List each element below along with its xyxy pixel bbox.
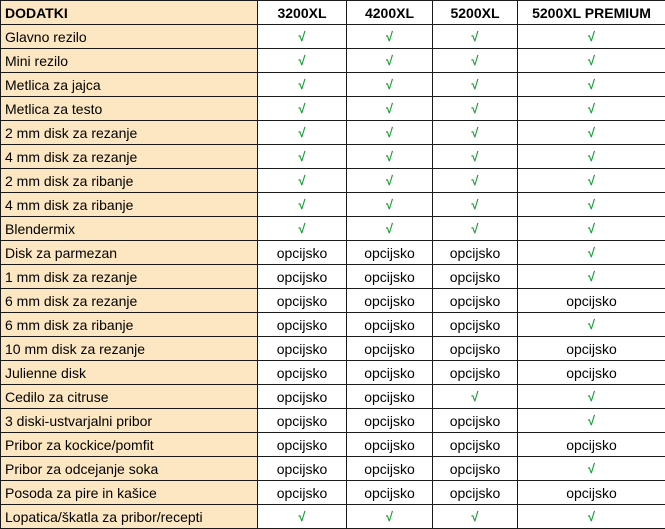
check-icon: √ — [347, 73, 433, 97]
table-row — [1, 265, 665, 289]
check-icon: √ — [347, 217, 433, 241]
table-row — [1, 457, 665, 481]
optional-cell: opcijsko — [518, 433, 665, 457]
check-icon: √ — [433, 49, 518, 73]
optional-cell: opcijsko — [258, 409, 347, 433]
optional-cell: opcijsko — [518, 337, 665, 361]
optional-cell: opcijsko — [347, 385, 433, 409]
check-icon: √ — [258, 121, 347, 145]
accessory-name: Metlica za testo — [1, 97, 258, 121]
table-row — [1, 25, 665, 49]
check-icon: √ — [347, 25, 433, 49]
table-row — [1, 49, 665, 73]
optional-cell: opcijsko — [433, 409, 518, 433]
check-icon: √ — [258, 97, 347, 121]
check-icon: √ — [518, 265, 665, 289]
optional-cell: opcijsko — [258, 337, 347, 361]
optional-cell: opcijsko — [347, 457, 433, 481]
check-icon: √ — [433, 145, 518, 169]
accessory-name: Mini rezilo — [1, 49, 258, 73]
check-icon: √ — [347, 193, 433, 217]
check-icon: √ — [258, 505, 347, 529]
check-icon: √ — [518, 49, 665, 73]
accessory-name: Metlica za jajca — [1, 73, 258, 97]
optional-cell: opcijsko — [258, 361, 347, 385]
table-row — [1, 241, 665, 265]
optional-cell: opcijsko — [258, 265, 347, 289]
header-4200xl: 4200XL — [347, 1, 433, 25]
check-icon: √ — [518, 457, 665, 481]
optional-cell: opcijsko — [433, 265, 518, 289]
table-row — [1, 433, 665, 457]
optional-cell: opcijsko — [347, 433, 433, 457]
table-row — [1, 121, 665, 145]
check-icon: √ — [347, 49, 433, 73]
table-row — [1, 337, 665, 361]
check-icon: √ — [433, 217, 518, 241]
check-icon: √ — [433, 169, 518, 193]
optional-cell: opcijsko — [518, 361, 665, 385]
accessory-name: Lopatica/škatla za pribor/recepti — [1, 505, 258, 529]
check-icon: √ — [347, 97, 433, 121]
header-5200xl: 5200XL — [433, 1, 518, 25]
accessory-name: Pribor za kockice/pomfit — [1, 433, 258, 457]
check-icon: √ — [433, 385, 518, 409]
optional-cell: opcijsko — [433, 313, 518, 337]
optional-cell: opcijsko — [347, 337, 433, 361]
accessory-name: Posoda za pire in kašice — [1, 481, 258, 505]
accessory-name: 10 mm disk za rezanje — [1, 337, 258, 361]
optional-cell: opcijsko — [433, 361, 518, 385]
optional-cell: opcijsko — [433, 481, 518, 505]
check-icon: √ — [518, 97, 665, 121]
optional-cell: opcijsko — [258, 433, 347, 457]
table-row — [1, 145, 665, 169]
table-row — [1, 73, 665, 97]
optional-cell: opcijsko — [258, 313, 347, 337]
optional-cell: opcijsko — [433, 433, 518, 457]
accessory-name: Glavno rezilo — [1, 25, 258, 49]
accessory-name: 1 mm disk za rezanje — [1, 265, 258, 289]
check-icon: √ — [518, 505, 665, 529]
optional-cell: opcijsko — [433, 337, 518, 361]
accessory-name: 6 mm disk za rezanje — [1, 289, 258, 313]
table-row — [1, 169, 665, 193]
check-icon: √ — [347, 145, 433, 169]
header-3200xl: 3200XL — [258, 1, 347, 25]
check-icon: √ — [518, 409, 665, 433]
accessory-name: Blendermix — [1, 217, 258, 241]
table-row — [1, 361, 665, 385]
optional-cell: opcijsko — [347, 481, 433, 505]
optional-cell: opcijsko — [433, 289, 518, 313]
optional-cell: opcijsko — [258, 457, 347, 481]
check-icon: √ — [433, 73, 518, 97]
check-icon: √ — [258, 217, 347, 241]
header-row — [1, 1, 665, 25]
accessory-name: 3 diski-ustvarjalni pribor — [1, 409, 258, 433]
check-icon: √ — [347, 505, 433, 529]
table-row — [1, 193, 665, 217]
check-icon: √ — [347, 169, 433, 193]
check-icon: √ — [433, 193, 518, 217]
check-icon: √ — [518, 121, 665, 145]
check-icon: √ — [258, 145, 347, 169]
check-icon: √ — [258, 73, 347, 97]
accessory-name: 4 mm disk za ribanje — [1, 193, 258, 217]
check-icon: √ — [347, 121, 433, 145]
table-row — [1, 385, 665, 409]
optional-cell: opcijsko — [258, 385, 347, 409]
check-icon: √ — [258, 49, 347, 73]
table-row — [1, 409, 665, 433]
check-icon: √ — [433, 25, 518, 49]
accessory-name: 4 mm disk za rezanje — [1, 145, 258, 169]
check-icon: √ — [518, 25, 665, 49]
accessory-name: Cedilo za citruse — [1, 385, 258, 409]
accessory-name: Pribor za odcejanje soka — [1, 457, 258, 481]
table-row — [1, 313, 665, 337]
check-icon: √ — [518, 73, 665, 97]
check-icon: √ — [518, 169, 665, 193]
optional-cell: opcijsko — [347, 409, 433, 433]
optional-cell: opcijsko — [433, 241, 518, 265]
header-5200xl-premium: 5200XL PREMIUM — [518, 1, 665, 25]
optional-cell: opcijsko — [258, 481, 347, 505]
check-icon: √ — [258, 193, 347, 217]
check-icon: √ — [433, 505, 518, 529]
check-icon: √ — [518, 241, 665, 265]
check-icon: √ — [433, 121, 518, 145]
optional-cell: opcijsko — [347, 289, 433, 313]
accessory-name: 6 mm disk za ribanje — [1, 313, 258, 337]
optional-cell: opcijsko — [433, 457, 518, 481]
accessory-name: 2 mm disk za rezanje — [1, 121, 258, 145]
optional-cell: opcijsko — [347, 361, 433, 385]
check-icon: √ — [258, 169, 347, 193]
optional-cell: opcijsko — [347, 265, 433, 289]
optional-cell: opcijsko — [518, 481, 665, 505]
optional-cell: opcijsko — [347, 313, 433, 337]
table-row — [1, 481, 665, 505]
accessory-name: Julienne disk — [1, 361, 258, 385]
optional-cell: opcijsko — [518, 289, 665, 313]
table-row — [1, 289, 665, 313]
table-row — [1, 97, 665, 121]
check-icon: √ — [518, 145, 665, 169]
check-icon: √ — [518, 313, 665, 337]
accessory-name: Disk za parmezan — [1, 241, 258, 265]
optional-cell: opcijsko — [258, 241, 347, 265]
header-accessories: DODATKI — [1, 1, 258, 25]
check-icon: √ — [433, 97, 518, 121]
check-icon: √ — [518, 217, 665, 241]
check-icon: √ — [518, 385, 665, 409]
optional-cell: opcijsko — [258, 289, 347, 313]
table-row — [1, 505, 665, 529]
table-body — [1, 25, 665, 529]
optional-cell: opcijsko — [347, 241, 433, 265]
check-icon: √ — [258, 25, 347, 49]
table-row — [1, 217, 665, 241]
check-icon: √ — [518, 193, 665, 217]
accessory-name: 2 mm disk za ribanje — [1, 169, 258, 193]
